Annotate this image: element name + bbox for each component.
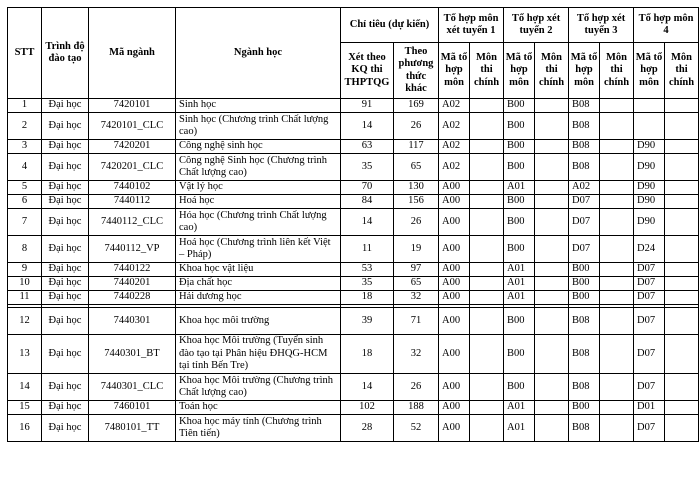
cell-mon-thi-chinh-1 [470, 113, 504, 140]
cell-to-hop-4: D90 [634, 140, 665, 154]
cell-to-hop-1: A00 [439, 374, 470, 401]
cell-to-hop-2: A01 [504, 401, 535, 415]
cell-mon-thi-chinh-4 [665, 154, 699, 181]
cell-to-hop-3: D07 [569, 195, 600, 209]
cell-to-hop-3: B00 [569, 401, 600, 415]
cell-stt: 6 [8, 195, 42, 209]
cell-ma-nganh: 7440228 [89, 291, 176, 305]
header-stt: STT [8, 8, 42, 99]
cell-ma-nganh: 7460101 [89, 401, 176, 415]
cell-mon-thi-chinh-2 [535, 209, 569, 236]
cell-to-hop-2: A01 [504, 291, 535, 305]
cell-to-hop-4: D07 [634, 291, 665, 305]
cell-mon-thi-chinh-2 [535, 181, 569, 195]
cell-xet-thpt: 102 [341, 401, 394, 415]
cell-mon-thi-chinh-3 [600, 308, 634, 335]
cell-to-hop-4: D07 [634, 308, 665, 335]
cell-mon-thi-chinh-1 [470, 140, 504, 154]
cell-to-hop-4: D07 [634, 374, 665, 401]
cell-xet-thpt: 11 [341, 236, 394, 263]
cell-to-hop-1: A00 [439, 263, 470, 277]
cell-mon-thi-chinh-2 [535, 263, 569, 277]
cell-to-hop-2: A01 [504, 263, 535, 277]
cell-mon-thi-chinh-1 [470, 415, 504, 442]
cell-mon-thi-chinh-2 [535, 277, 569, 291]
cell-mon-thi-chinh-2 [535, 291, 569, 305]
cell-phuong-thuc-khac: 26 [394, 209, 439, 236]
cell-ma-nganh: 7440112_CLC [89, 209, 176, 236]
table-row [8, 99, 699, 113]
cell-to-hop-4: D07 [634, 415, 665, 442]
cell-mon-thi-chinh-2 [535, 113, 569, 140]
cell-mon-thi-chinh-3 [600, 209, 634, 236]
cell-ma-nganh: 7420201_CLC [89, 154, 176, 181]
cell-trinh-do: Đại học [42, 195, 89, 209]
cell-mon-thi-chinh-3 [600, 401, 634, 415]
cell-ma-nganh: 7440102 [89, 181, 176, 195]
cell-xet-thpt: 14 [341, 113, 394, 140]
cell-mon-thi-chinh-1 [470, 236, 504, 263]
table-row [8, 209, 699, 236]
cell-to-hop-2: B00 [504, 113, 535, 140]
table-row [8, 308, 699, 335]
cell-phuong-thuc-khac: 26 [394, 374, 439, 401]
cell-mon-thi-chinh-4 [665, 195, 699, 209]
header-trinh-do: Trình độ đào tạo [42, 8, 89, 99]
cell-xet-thpt: 70 [341, 181, 394, 195]
cell-to-hop-1: A00 [439, 291, 470, 305]
cell-stt: 12 [8, 308, 42, 335]
cell-mon-thi-chinh-2 [535, 335, 569, 374]
cell-nganh-hoc: Sinh học [176, 99, 341, 113]
cell-stt: 2 [8, 113, 42, 140]
cell-mon-thi-chinh-3 [600, 113, 634, 140]
cell-mon-thi-chinh-3 [600, 181, 634, 195]
cell-xet-thpt: 35 [341, 277, 394, 291]
cell-mon-thi-chinh-3 [600, 195, 634, 209]
cell-to-hop-4: D90 [634, 209, 665, 236]
cell-phuong-thuc-khac: 97 [394, 263, 439, 277]
cell-to-hop-4: D90 [634, 195, 665, 209]
cell-to-hop-1: A02 [439, 113, 470, 140]
cell-phuong-thuc-khac: 71 [394, 308, 439, 335]
cell-to-hop-2: A01 [504, 277, 535, 291]
cell-to-hop-2: B00 [504, 209, 535, 236]
cell-mon-thi-chinh-4 [665, 335, 699, 374]
cell-nganh-hoc: Công nghệ sinh học [176, 140, 341, 154]
cell-mon-thi-chinh-1 [470, 99, 504, 113]
cell-mon-thi-chinh-4 [665, 236, 699, 263]
cell-xet-thpt: 39 [341, 308, 394, 335]
cell-mon-thi-chinh-3 [600, 291, 634, 305]
cell-mon-thi-chinh-4 [665, 308, 699, 335]
cell-to-hop-1: A00 [439, 335, 470, 374]
table-row [8, 154, 699, 181]
header-xet-thpt: Xét theo KQ thi THPTQG [341, 43, 394, 99]
cell-xet-thpt: 14 [341, 209, 394, 236]
cell-to-hop-2: B00 [504, 236, 535, 263]
cell-mon-thi-chinh-2 [535, 415, 569, 442]
cell-nganh-hoc: Hóa học (Chương trình Chất lượng cao) [176, 209, 341, 236]
admission-table [7, 7, 699, 442]
cell-ma-nganh: 7440122 [89, 263, 176, 277]
cell-xet-thpt: 18 [341, 291, 394, 305]
cell-mon-thi-chinh-4 [665, 263, 699, 277]
cell-stt: 14 [8, 374, 42, 401]
cell-mon-thi-chinh-2 [535, 374, 569, 401]
cell-to-hop-3: B00 [569, 277, 600, 291]
cell-to-hop-2: B00 [504, 154, 535, 181]
cell-trinh-do: Đại học [42, 209, 89, 236]
cell-mon-thi-chinh-2 [535, 236, 569, 263]
table-body [8, 99, 699, 442]
header-to-hop-3: Tổ hợp xét tuyển 3 [569, 8, 634, 43]
cell-to-hop-2: B00 [504, 99, 535, 113]
admission-table-container [7, 7, 699, 442]
cell-mon-thi-chinh-3 [600, 154, 634, 181]
cell-nganh-hoc: Khoa học máy tính (Chương trình Tiên tiến) [176, 415, 341, 442]
cell-mon-thi-chinh-3 [600, 277, 634, 291]
cell-trinh-do: Đại học [42, 113, 89, 140]
cell-to-hop-2: B00 [504, 308, 535, 335]
cell-trinh-do: Đại học [42, 415, 89, 442]
header-ma-nganh: Mã ngành [89, 8, 176, 99]
cell-mon-thi-chinh-2 [535, 308, 569, 335]
cell-mon-thi-chinh-1 [470, 154, 504, 181]
cell-stt: 1 [8, 99, 42, 113]
table-row [8, 113, 699, 140]
cell-nganh-hoc: Khoa học vật liệu [176, 263, 341, 277]
table-row [8, 277, 699, 291]
cell-mon-thi-chinh-4 [665, 277, 699, 291]
cell-ma-nganh: 7420101_CLC [89, 113, 176, 140]
cell-ma-nganh: 7480101_TT [89, 415, 176, 442]
cell-to-hop-3: A02 [569, 181, 600, 195]
cell-nganh-hoc: Khoa học môi trường [176, 308, 341, 335]
table-row [8, 415, 699, 442]
header-to-hop-2: Tổ hợp xét tuyển 2 [504, 8, 569, 43]
cell-phuong-thuc-khac: 169 [394, 99, 439, 113]
cell-to-hop-3: B00 [569, 291, 600, 305]
cell-mon-thi-chinh-4 [665, 291, 699, 305]
cell-to-hop-1: A02 [439, 99, 470, 113]
cell-nganh-hoc: Toán học [176, 401, 341, 415]
cell-ma-nganh: 7440112_VP [89, 236, 176, 263]
cell-mon-thi-chinh-1 [470, 263, 504, 277]
cell-to-hop-3: B08 [569, 113, 600, 140]
header-to-hop-4: Tổ hợp môn 4 [634, 8, 699, 43]
cell-mon-thi-chinh-4 [665, 113, 699, 140]
table-row [8, 140, 699, 154]
header-nganh-hoc: Ngành học [176, 8, 341, 99]
cell-nganh-hoc: Công nghệ Sinh học (Chương trình Chất lượng cao) [176, 154, 341, 181]
cell-to-hop-3: B08 [569, 415, 600, 442]
cell-stt: 7 [8, 209, 42, 236]
cell-stt: 8 [8, 236, 42, 263]
cell-mon-thi-chinh-4 [665, 415, 699, 442]
cell-nganh-hoc: Khoa học Môi trường (Tuyển sinh đào tạo tại Phân hiệu ĐHQG-HCM tại tỉnh Bến Tre) [176, 335, 341, 374]
cell-to-hop-2: B00 [504, 374, 535, 401]
cell-mon-thi-chinh-2 [535, 154, 569, 181]
cell-to-hop-2: B00 [504, 335, 535, 374]
cell-to-hop-3: B08 [569, 335, 600, 374]
cell-to-hop-1: A00 [439, 236, 470, 263]
cell-stt: 9 [8, 263, 42, 277]
header-chi-tieu: Chỉ tiêu (dự kiến) [341, 8, 439, 43]
cell-to-hop-1: A00 [439, 277, 470, 291]
cell-to-hop-1: A00 [439, 401, 470, 415]
cell-to-hop-1: A00 [439, 181, 470, 195]
cell-trinh-do: Đại học [42, 154, 89, 181]
table-row [8, 263, 699, 277]
cell-mon-thi-chinh-4 [665, 181, 699, 195]
header-mon-thi-chinh: Môn thi chính [535, 43, 569, 99]
cell-phuong-thuc-khac: 19 [394, 236, 439, 263]
cell-to-hop-4: D90 [634, 181, 665, 195]
cell-xet-thpt: 91 [341, 99, 394, 113]
cell-trinh-do: Đại học [42, 374, 89, 401]
cell-phuong-thuc-khac: 52 [394, 415, 439, 442]
table-row [8, 401, 699, 415]
cell-stt: 3 [8, 140, 42, 154]
cell-to-hop-2: B00 [504, 195, 535, 209]
cell-trinh-do: Đại học [42, 308, 89, 335]
cell-trinh-do: Đại học [42, 335, 89, 374]
header-row-1 [8, 8, 699, 43]
cell-stt: 13 [8, 335, 42, 374]
table-row [8, 335, 699, 374]
cell-stt: 5 [8, 181, 42, 195]
cell-xet-thpt: 14 [341, 374, 394, 401]
cell-to-hop-4: D24 [634, 236, 665, 263]
cell-trinh-do: Đại học [42, 401, 89, 415]
cell-to-hop-3: D07 [569, 236, 600, 263]
cell-nganh-hoc: Khoa học Môi trường (Chương trình Chất lượng cao) [176, 374, 341, 401]
cell-to-hop-2: A01 [504, 181, 535, 195]
cell-to-hop-1: A00 [439, 195, 470, 209]
cell-mon-thi-chinh-4 [665, 99, 699, 113]
cell-to-hop-4: D07 [634, 263, 665, 277]
table-row [8, 181, 699, 195]
cell-phuong-thuc-khac: 156 [394, 195, 439, 209]
cell-to-hop-1: A00 [439, 209, 470, 236]
cell-stt: 10 [8, 277, 42, 291]
cell-mon-thi-chinh-1 [470, 291, 504, 305]
table-row [8, 236, 699, 263]
header-ma-to-hop: Mã tổ hợp môn [634, 43, 665, 99]
cell-to-hop-3: B08 [569, 154, 600, 181]
cell-phuong-thuc-khac: 65 [394, 277, 439, 291]
cell-trinh-do: Đại học [42, 181, 89, 195]
cell-to-hop-1: A00 [439, 308, 470, 335]
cell-ma-nganh: 7420101 [89, 99, 176, 113]
cell-to-hop-4: D90 [634, 154, 665, 181]
cell-nganh-hoc: Sinh học (Chương trình Chất lượng cao) [176, 113, 341, 140]
cell-mon-thi-chinh-4 [665, 374, 699, 401]
cell-to-hop-3: B00 [569, 263, 600, 277]
cell-mon-thi-chinh-1 [470, 374, 504, 401]
cell-xet-thpt: 84 [341, 195, 394, 209]
cell-to-hop-3: B08 [569, 99, 600, 113]
cell-mon-thi-chinh-2 [535, 99, 569, 113]
cell-ma-nganh: 7440301_BT [89, 335, 176, 374]
header-ma-to-hop: Mã tổ hợp môn [504, 43, 535, 99]
cell-mon-thi-chinh-3 [600, 99, 634, 113]
cell-mon-thi-chinh-1 [470, 181, 504, 195]
cell-trinh-do: Đại học [42, 140, 89, 154]
cell-mon-thi-chinh-1 [470, 209, 504, 236]
cell-to-hop-3: B08 [569, 308, 600, 335]
cell-nganh-hoc: Vật lý học [176, 181, 341, 195]
cell-mon-thi-chinh-3 [600, 236, 634, 263]
cell-nganh-hoc: Hoá học (Chương trình liên kết Việt – Pháp) [176, 236, 341, 263]
cell-stt: 16 [8, 415, 42, 442]
cell-to-hop-1: A02 [439, 140, 470, 154]
cell-xet-thpt: 18 [341, 335, 394, 374]
cell-phuong-thuc-khac: 32 [394, 291, 439, 305]
cell-to-hop-4 [634, 99, 665, 113]
cell-ma-nganh: 7440201 [89, 277, 176, 291]
cell-trinh-do: Đại học [42, 277, 89, 291]
header-mon-thi-chinh: Môn thi chính [665, 43, 699, 99]
cell-nganh-hoc: Địa chất học [176, 277, 341, 291]
cell-to-hop-4: D01 [634, 401, 665, 415]
cell-trinh-do: Đại học [42, 291, 89, 305]
cell-mon-thi-chinh-2 [535, 195, 569, 209]
cell-nganh-hoc: Hoá học [176, 195, 341, 209]
cell-xet-thpt: 63 [341, 140, 394, 154]
cell-mon-thi-chinh-2 [535, 401, 569, 415]
header-ma-to-hop: Mã tổ hợp môn [439, 43, 470, 99]
cell-mon-thi-chinh-4 [665, 401, 699, 415]
cell-ma-nganh: 7440112 [89, 195, 176, 209]
cell-trinh-do: Đại học [42, 99, 89, 113]
cell-to-hop-1: A00 [439, 415, 470, 442]
cell-to-hop-2: A01 [504, 415, 535, 442]
cell-to-hop-3: B08 [569, 374, 600, 401]
header-ma-to-hop: Mã tổ hợp môn [569, 43, 600, 99]
cell-mon-thi-chinh-2 [535, 140, 569, 154]
header-phuong-thuc-khac: Theo phương thức khác [394, 43, 439, 99]
cell-mon-thi-chinh-4 [665, 140, 699, 154]
cell-ma-nganh: 7440301_CLC [89, 374, 176, 401]
cell-mon-thi-chinh-3 [600, 335, 634, 374]
cell-stt: 4 [8, 154, 42, 181]
header-to-hop-1: Tổ hợp môn xét tuyển 1 [439, 8, 504, 43]
cell-to-hop-4 [634, 113, 665, 140]
cell-xet-thpt: 28 [341, 415, 394, 442]
cell-mon-thi-chinh-3 [600, 263, 634, 277]
cell-to-hop-3: B08 [569, 140, 600, 154]
cell-phuong-thuc-khac: 26 [394, 113, 439, 140]
cell-trinh-do: Đại học [42, 236, 89, 263]
cell-phuong-thuc-khac: 130 [394, 181, 439, 195]
header-mon-thi-chinh: Môn thi chính [600, 43, 634, 99]
cell-phuong-thuc-khac: 65 [394, 154, 439, 181]
table-row [8, 195, 699, 209]
table-row [8, 291, 699, 305]
cell-xet-thpt: 53 [341, 263, 394, 277]
cell-mon-thi-chinh-4 [665, 209, 699, 236]
cell-mon-thi-chinh-1 [470, 308, 504, 335]
cell-to-hop-3: D07 [569, 209, 600, 236]
header-mon-thi-chinh: Môn thi chính [470, 43, 504, 99]
cell-stt: 11 [8, 291, 42, 305]
cell-xet-thpt: 35 [341, 154, 394, 181]
cell-to-hop-4: D07 [634, 335, 665, 374]
cell-phuong-thuc-khac: 188 [394, 401, 439, 415]
cell-mon-thi-chinh-1 [470, 401, 504, 415]
cell-to-hop-2: B00 [504, 140, 535, 154]
cell-to-hop-4: D07 [634, 277, 665, 291]
cell-to-hop-1: A02 [439, 154, 470, 181]
cell-mon-thi-chinh-3 [600, 140, 634, 154]
cell-mon-thi-chinh-3 [600, 415, 634, 442]
cell-phuong-thuc-khac: 117 [394, 140, 439, 154]
cell-mon-thi-chinh-3 [600, 374, 634, 401]
cell-phuong-thuc-khac: 32 [394, 335, 439, 374]
cell-ma-nganh: 7440301 [89, 308, 176, 335]
cell-nganh-hoc: Hải dương học [176, 291, 341, 305]
cell-stt: 15 [8, 401, 42, 415]
cell-mon-thi-chinh-1 [470, 335, 504, 374]
table-row [8, 374, 699, 401]
cell-mon-thi-chinh-1 [470, 277, 504, 291]
cell-mon-thi-chinh-1 [470, 195, 504, 209]
cell-ma-nganh: 7420201 [89, 140, 176, 154]
cell-trinh-do: Đại học [42, 263, 89, 277]
